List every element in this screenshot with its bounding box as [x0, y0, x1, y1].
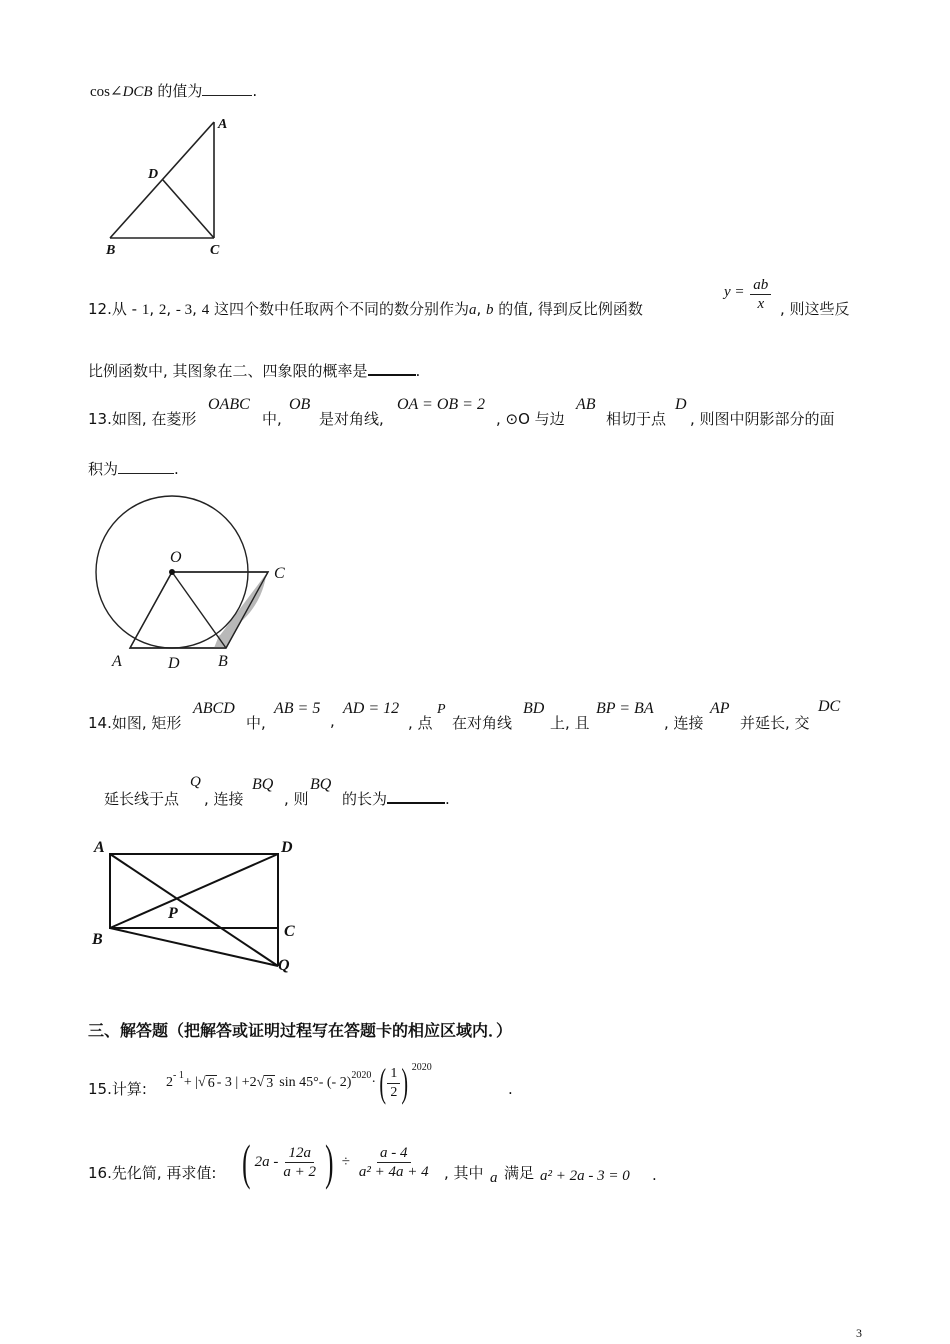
math-q: Q — [190, 774, 201, 790]
label-p: P — [168, 905, 178, 922]
figure-rectangle-abcd — [88, 834, 308, 980]
label-a: A — [218, 117, 228, 132]
q12-function: y = $\frac{ab}{x}$ — [724, 276, 773, 313]
question-13: 13.如图, 在菱形 — [88, 410, 197, 428]
q13-line2: 积为 . — [88, 460, 179, 478]
question-12: 12.从 - 1, 2, - 3, 4 这四个数中任取两个不同的数分别作为a, b 的值, 得到反比例函数 — [88, 300, 643, 318]
page-number: 3 — [856, 1326, 862, 1340]
question-16: 16.先化简, 再求值: — [88, 1164, 217, 1182]
math-bq: BQ — [310, 776, 332, 793]
math-eq: OA = OB = 2 — [397, 396, 485, 413]
math-ap: AP — [710, 700, 730, 717]
math-ab-5: AB = 5 — [274, 700, 321, 717]
math-oabc: OABC — [208, 396, 250, 413]
math-bq: BQ — [252, 776, 274, 793]
label-a: A — [112, 653, 122, 670]
label-q: Q — [278, 957, 290, 974]
math-bp-ba: BP = BA — [596, 700, 654, 717]
label-c: C — [284, 923, 295, 940]
math-p: P — [437, 702, 446, 717]
label-a: A — [94, 839, 105, 856]
q14-line2-tail: 的长为 . — [342, 790, 450, 808]
math-dc: DC — [818, 698, 841, 715]
q16-expression: ( 2a - $\frac{12a}{a + 2}$ ) ÷ $\frac{a - 4}{\text{a² + 4a + 4}}$ — [242, 1134, 429, 1190]
label-b: B — [218, 653, 228, 670]
label-o: O — [170, 549, 182, 566]
label-c: C — [210, 243, 220, 258]
math-bd: BD — [523, 700, 545, 717]
label-d: D — [148, 167, 159, 182]
math-ad-12: AD = 12 — [343, 700, 400, 717]
label-b: B — [92, 931, 103, 948]
math-condition: a² + 2a - 3 = 0 — [540, 1168, 630, 1184]
answer-blank[interactable] — [368, 373, 416, 376]
math-d: D — [675, 396, 687, 413]
math-ab: AB — [576, 396, 596, 413]
q11-continuation: cos∠DCB 的值为 . — [90, 82, 258, 100]
label-b: B — [106, 243, 116, 258]
label-d: D — [168, 655, 180, 672]
q15-expression: 2 - 1 + | √ 6 - 3 | +2 √ 3 sin 45° - (- 2) 2020 · ( $\frac{1}{2}$ ) 2020 — [166, 1060, 432, 1105]
answer-blank[interactable] — [387, 801, 445, 804]
q12-tail: , 则这些反 — [780, 300, 850, 318]
question-15: 15.计算: — [88, 1080, 147, 1098]
math-abcd: ABCD — [193, 700, 235, 717]
figure-rhombus-circle — [90, 486, 300, 672]
math-a: a — [490, 1170, 498, 1186]
label-d: D — [281, 839, 293, 856]
q12-line2: 比例函数中, 其图象在二、四象限的概率是 . — [88, 362, 421, 380]
label-c: C — [274, 565, 285, 582]
answer-blank[interactable] — [202, 94, 252, 96]
section-3-heading: 三、解答题（把解答或证明过程写在答题卡的相应区域内．） — [88, 1021, 513, 1040]
question-14: 14.如图, 矩形 — [88, 714, 182, 732]
math-ob: OB — [289, 396, 311, 413]
answer-blank[interactable] — [118, 472, 174, 474]
figure-triangle-abc — [100, 112, 230, 260]
